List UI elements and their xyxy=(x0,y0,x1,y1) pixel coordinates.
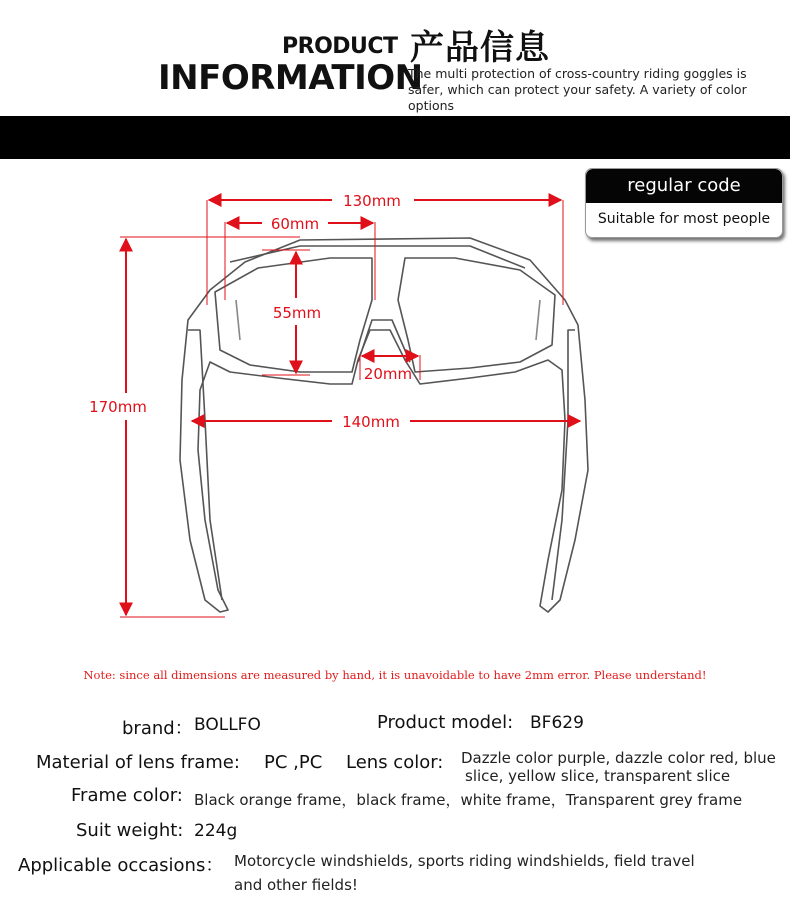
header-description: The multi protection of cross-country riding goggles is safer, which can protect your safety. A variety of color options xyxy=(408,66,747,113)
material-value: PC ,PC xyxy=(264,752,323,773)
dim-temple-span: 140mm xyxy=(342,413,400,431)
dim-lens-width: 60mm xyxy=(270,215,320,233)
material-label: Material of lens frame: xyxy=(36,752,240,773)
title-information: INFORMATION xyxy=(158,58,423,98)
occasions-value-line2: and other fields! xyxy=(234,876,358,894)
size-code-title: regular code xyxy=(586,169,782,203)
lens-color-value-line2: slice, yellow slice, transparent slice xyxy=(465,767,731,785)
brand-label: brand： xyxy=(122,718,193,739)
model-label: Product model: xyxy=(377,712,514,733)
size-code-subtitle: Suitable for most people xyxy=(597,211,771,227)
dim-lens-height: 55mm xyxy=(272,304,322,322)
black-banner xyxy=(0,116,790,159)
dim-arm-length: 170mm xyxy=(89,398,147,416)
dim-width-total: 130mm xyxy=(343,192,401,210)
model-value: BF629 xyxy=(530,713,584,733)
measurement-note: Note: since all dimensions are measured by hand, it is unavoidable to have 2mm error. Please understand! xyxy=(83,668,707,682)
lens-color-label: Lens color: xyxy=(346,752,444,773)
title-product: PRODUCT xyxy=(282,34,398,59)
dim-bridge: 20mm xyxy=(363,365,413,383)
title-chinese: 产品信息 xyxy=(410,28,550,68)
weight-label: Suit weight: xyxy=(76,820,184,841)
weight-value: 224g xyxy=(194,821,238,841)
occasions-label: Applicable occasions： xyxy=(18,855,224,876)
frame-color-label: Frame color: xyxy=(71,785,183,806)
lens-color-value-line1: Dazzle color purple, dazzle color red, blue xyxy=(461,749,776,767)
frame-color-value: Black orange frame，black frame，white frame，Transparent grey frame xyxy=(194,791,743,809)
occasions-value-line1: Motorcycle windshields, sports riding windshields, field travel xyxy=(234,852,695,870)
glasses-diagram xyxy=(0,160,790,660)
dimension-guides xyxy=(120,200,563,617)
brand-value: BOLLFO xyxy=(194,715,261,735)
